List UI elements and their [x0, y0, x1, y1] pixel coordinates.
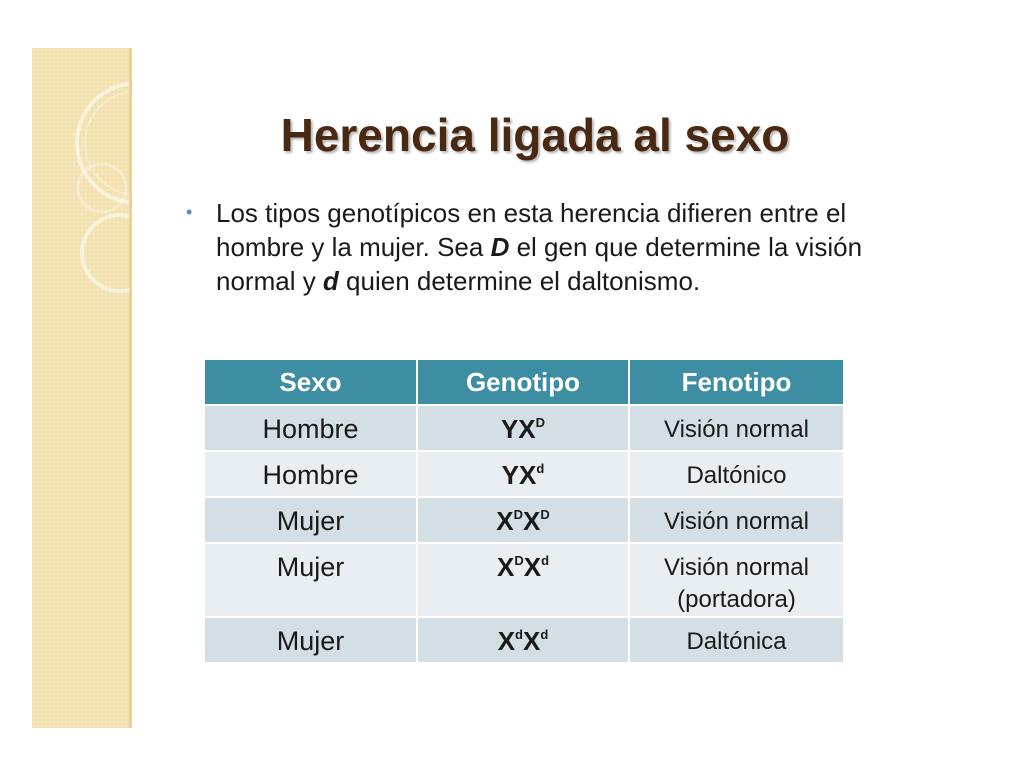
header-fenotipo: Fenotipo — [629, 360, 843, 405]
genotype-allele: D — [535, 415, 546, 430]
decorative-side-band — [32, 48, 132, 728]
cell-fenotipo — [629, 451, 843, 497]
cell-genotipo — [417, 451, 629, 497]
cell-sexo: Hombre — [205, 405, 417, 451]
fenotipo-line: (portadora) — [677, 586, 796, 613]
cell-fenotipo — [629, 497, 843, 543]
decorative-circles — [32, 48, 129, 728]
genotype-base: YX — [501, 460, 537, 490]
cell-sexo: Mujer — [205, 617, 417, 662]
genotype-base: X — [523, 626, 541, 656]
bullet-point — [186, 196, 876, 298]
genotype-allele: d — [515, 627, 523, 642]
genotype-allele: d — [540, 627, 549, 642]
genotype-base: X — [497, 626, 516, 656]
genotype-base: X — [523, 506, 541, 536]
genotype-allele: D — [514, 553, 524, 568]
fenotipo-line: Daltónico — [686, 462, 787, 489]
genotype-allele: D — [540, 507, 550, 522]
header-sexo: Sexo — [205, 360, 417, 405]
table-row — [205, 451, 843, 497]
fenotipo-line: Visión normal — [664, 416, 809, 443]
cell-sexo: Mujer — [205, 497, 417, 543]
cell-genotipo — [417, 405, 629, 451]
genotype-allele: D — [513, 507, 523, 522]
cell-genotipo — [417, 543, 629, 617]
genotype-table — [205, 360, 843, 662]
cell-sexo: Mujer — [205, 543, 417, 617]
bullet-text: Los tipos genotípicos en esta herencia difieren entre el hombre y la mujer. Sea D el gen que determine la visión normal y d quien determine el daltonismo. — [216, 198, 863, 296]
cell-fenotipo — [629, 543, 843, 617]
cell-genotipo — [417, 497, 629, 543]
bullet-icon: • — [186, 202, 193, 222]
table-row — [205, 405, 843, 451]
genotype-allele: d — [541, 553, 550, 568]
fenotipo-line: Visión normal — [664, 508, 809, 535]
genotype-allele: d — [536, 461, 545, 476]
slide-title: Herencia ligada al sexo — [280, 109, 790, 161]
cell-genotipo — [417, 617, 629, 662]
fenotipo-line: Visión normal — [664, 554, 809, 581]
cell-fenotipo — [629, 617, 843, 662]
table-row — [205, 617, 843, 662]
header-genotipo: Genotipo — [417, 360, 629, 405]
cell-sexo: Hombre — [205, 451, 417, 497]
genotype-base: YX — [500, 414, 536, 444]
table-header-row — [205, 360, 843, 405]
fenotipo-line: Daltónica — [686, 628, 787, 655]
genotype-base: X — [496, 552, 515, 582]
cell-fenotipo — [629, 405, 843, 451]
gene-D: D — [490, 232, 510, 262]
genotype-base: X — [496, 506, 514, 536]
gene-d: d — [322, 266, 339, 296]
genotype-base: X — [523, 552, 542, 582]
table-row — [205, 543, 843, 617]
table-row — [205, 497, 843, 543]
